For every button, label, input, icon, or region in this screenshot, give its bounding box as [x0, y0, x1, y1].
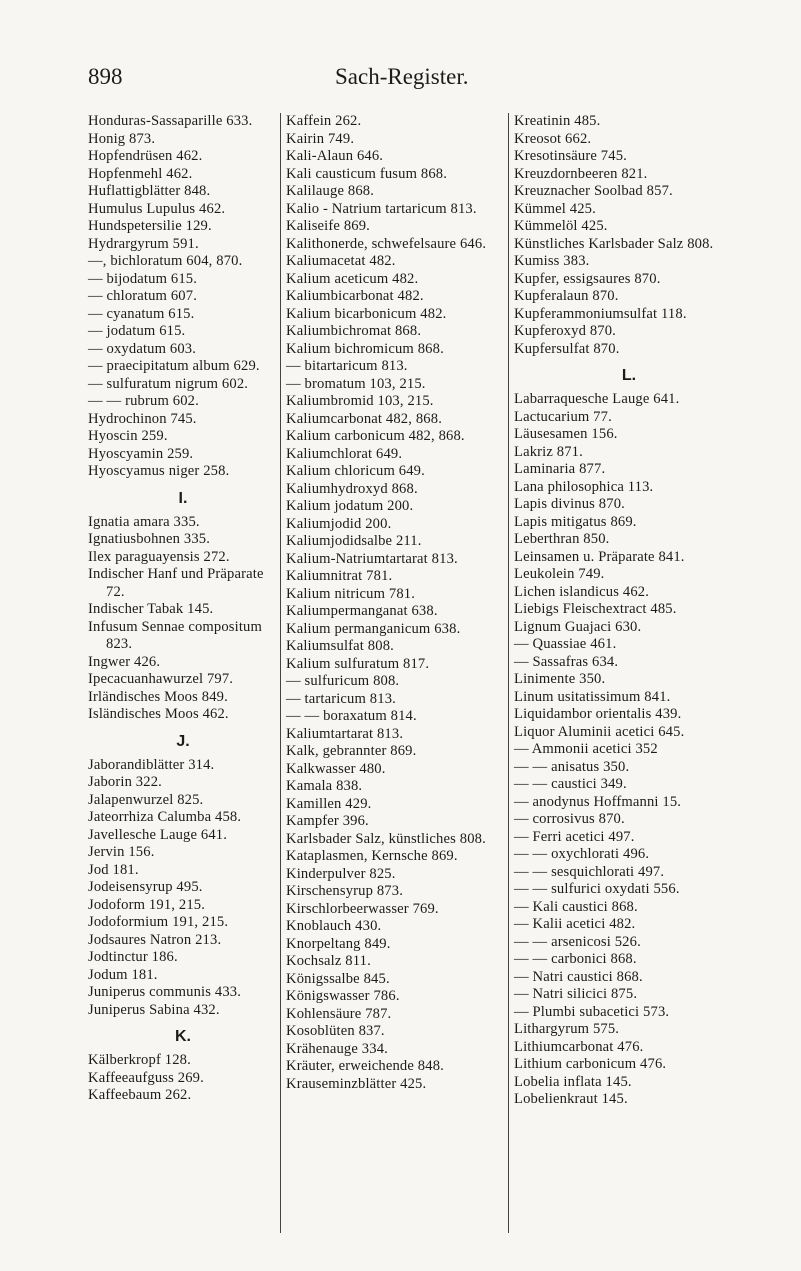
index-entry: Kamillen 429. — [286, 795, 372, 812]
index-entry: Lapis divinus 870. — [514, 496, 625, 512]
index-entry: Indischer Hanf und Präparate 72. — [88, 566, 264, 600]
index-entry: Lakriz 871. — [514, 443, 583, 460]
index-entry: Kupfer, essigsaures 870. — [514, 270, 661, 287]
index-entry: Lichen islandicus 462. — [514, 583, 650, 600]
index-entry: Krauseminzblätter 425. — [286, 1075, 427, 1092]
index-entry: — anodynus Hoffmanni 15. — [514, 793, 682, 810]
index-entry: Kaliumnitrat 781. — [286, 568, 393, 584]
index-entry: Kalilauge 868. — [286, 183, 375, 199]
index-entry: Jod 181. — [88, 861, 139, 878]
index-entry: — sulfuricum 808. — [286, 673, 400, 689]
section-letter-heading: I. — [178, 489, 188, 507]
index-entry: Kalium carbonicum 482, 868. — [286, 428, 465, 444]
index-entry: Kaffein 262. — [286, 113, 362, 129]
index-entry: — — sulfurici oxydati 556. — [514, 881, 680, 897]
index-entry: Kaliumpermanganat 638. — [286, 603, 438, 619]
index-entry: — Kali caustici 868. — [514, 898, 638, 915]
index-entry: Juniperus communis 433. — [88, 984, 242, 1000]
index-entry: — chloratum 607. — [88, 288, 197, 304]
index-entry: — — sesquichlorati 497. — [514, 863, 665, 880]
index-entry: Huflattigblätter 848. — [88, 183, 211, 199]
index-entry: Kresotinsäure 745. — [514, 148, 627, 164]
index-entry: Jodoform 191, 215. — [88, 896, 206, 913]
index-entry: — — carbonici 868. — [514, 951, 637, 967]
index-entry: — Kalii acetici 482. — [514, 916, 636, 932]
index-entry: Lithargyrum 575. — [514, 1021, 620, 1037]
index-entry: Hopfenmehl 462. — [88, 165, 193, 182]
index-entry: Leukolein 749. — [514, 566, 605, 582]
index-entry: Lithium carbonicum 476. — [514, 1056, 667, 1072]
index-entry: —, bichloratum 604, 870. — [88, 253, 243, 269]
index-entry: Kaliumchlorat 649. — [286, 445, 403, 462]
index-entry: Kreuznacher Soolbad 857. — [514, 183, 673, 199]
index-entry: Kochsalz 811. — [286, 953, 371, 969]
index-entry: Linimente 350. — [514, 671, 606, 687]
index-entry: Kalium bicarbonicum 482. — [286, 305, 447, 322]
index-entry: Infusum Sennae compositum 823. — [88, 618, 262, 652]
index-entry: — jodatum 615. — [88, 323, 186, 339]
section-letter-heading: J. — [176, 732, 190, 750]
index-entry: Lithiumcarbonat 476. — [514, 1038, 644, 1055]
index-entry: Javellesche Lauge 641. — [88, 826, 228, 843]
index-entry: Kaliseife 869. — [286, 218, 370, 234]
index-entry: Kaliumjodid 200. — [286, 515, 392, 532]
index-entry: Isländisches Moos 462. — [88, 706, 229, 722]
index-entry: Kinderpulver 825. — [286, 865, 396, 882]
index-entry: — Natri caustici 868. — [514, 968, 643, 985]
index-entry: Kaliumbromid 103, 215. — [286, 393, 434, 409]
index-entry: Juniperus Sabina 432. — [88, 1001, 220, 1018]
index-entry: Kälberkropf 128. — [88, 1052, 191, 1068]
index-entry: Kaliumtartarat 813. — [286, 725, 404, 742]
index-entry: Humulus Lupulus 462. — [88, 200, 226, 217]
index-entry: Kohlensäure 787. — [286, 1005, 392, 1022]
index-entry: — Sassafras 634. — [514, 653, 619, 670]
index-entry: Laminaria 877. — [514, 461, 606, 477]
index-entry: Kupferoxyd 870. — [514, 323, 616, 339]
index-entry: Jodsaures Natron 213. — [88, 931, 222, 948]
index-entry: Krähenauge 334. — [286, 1040, 388, 1057]
index-entry: Kaliumbicarbonat 482. — [286, 288, 424, 304]
index-entry: Hyoscyamin 259. — [88, 445, 194, 462]
index-entry: Kaliumbichromat 868. — [286, 323, 422, 339]
index-entry: Jodum 181. — [88, 966, 158, 983]
index-entry: Kamala 838. — [286, 778, 363, 794]
page-header — [0, 64, 801, 94]
index-entry: Hundspetersilie 129. — [88, 218, 212, 234]
index-entry: — — caustici 349. — [514, 776, 627, 792]
index-entry: Kumiss 383. — [514, 253, 590, 269]
index-entry: Kampfer 396. — [286, 813, 369, 829]
index-entry: Liquidambor orientalis 439. — [514, 706, 682, 722]
column-divider — [280, 113, 281, 1233]
index-entry: Kalio - Natrium tartaricum 813. — [286, 200, 477, 217]
index-entry: Knorpeltang 849. — [286, 935, 391, 952]
index-entry: Kalk, gebrannter 869. — [286, 743, 417, 759]
index-entry: Lapis mitigatus 869. — [514, 513, 637, 530]
index-entry: Ignatiusbohnen 335. — [88, 531, 211, 547]
index-entry: — tartaricum 813. — [286, 690, 396, 707]
index-entry: — — anisatus 350. — [514, 758, 630, 775]
index-entry: Linum usitatissimum 841. — [514, 688, 671, 705]
index-entry: — bitartaricum 813. — [286, 358, 408, 374]
index-entry: — Ammonii acetici 352 — [514, 741, 658, 757]
index-entry: Liquor Aluminii acetici 645. — [514, 723, 685, 740]
index-entry: Hyoscyamus niger 258. — [88, 463, 230, 479]
index-entry: Kaliumacetat 482. — [286, 253, 396, 269]
index-entry: Indischer Tabak 145. — [88, 601, 214, 617]
index-entry: Kalium-Natriumtartarat 813. — [286, 550, 458, 567]
index-column-2 — [286, 113, 506, 1093]
index-entry: — — arsenicosi 526. — [514, 933, 641, 950]
index-entry: — — oxychlorati 496. — [514, 846, 650, 862]
index-entry: Lignum Guajaci 630. — [514, 618, 642, 635]
index-entry: Kaffeeaufguss 269. — [88, 1069, 204, 1086]
index-entry: Lana philosophica 113. — [514, 478, 654, 495]
index-entry: Kalium jodatum 200. — [286, 498, 414, 514]
index-entry: Kümmel 425. — [514, 200, 596, 217]
index-entry: Kreatinin 485. — [514, 113, 601, 129]
index-entry: Kalium aceticum 482. — [286, 270, 419, 287]
index-entry: Kalium bichromicum 868. — [286, 340, 444, 357]
index-entry: Kirschlorbeerwasser 769. — [286, 900, 439, 917]
index-entry: Jalapenwurzel 825. — [88, 791, 204, 808]
index-entry: — sulfuratum nigrum 602. — [88, 375, 249, 392]
index-entry: Jaborandiblätter 314. — [88, 756, 215, 773]
index-entry: Kaliumjodidsalbe 211. — [286, 533, 422, 549]
index-entry: — praecipitatum album 629. — [88, 358, 260, 374]
index-entry: Honig 873. — [88, 130, 156, 147]
index-entry: Jaborin 322. — [88, 774, 162, 790]
index-entry: Läusesamen 156. — [514, 426, 618, 442]
index-entry: — corrosivus 870. — [514, 811, 625, 827]
index-entry: Kreuzdornbeeren 821. — [514, 165, 648, 182]
index-entry: Ingwer 426. — [88, 653, 161, 670]
index-entry: Ilex paraguayensis 272. — [88, 548, 230, 565]
index-entry: Kalium nitricum 781. — [286, 585, 416, 602]
index-entry: Kaliumsulfat 808. — [286, 638, 394, 654]
index-entry: Karlsbader Salz, künstliches 808. — [286, 830, 486, 847]
index-entry: Jodtinctur 186. — [88, 949, 178, 965]
index-entry: — cyanatum 615. — [88, 305, 195, 322]
index-entry: Kataplasmen, Kernsche 869. — [286, 848, 458, 864]
running-title: Sach-Register. — [335, 64, 469, 89]
index-entry: Ipecacuanhawurzel 797. — [88, 671, 234, 687]
index-entry: Kali causticum fusum 868. — [286, 165, 448, 182]
index-entry: — Ferri acetici 497. — [514, 828, 635, 845]
index-entry: Königssalbe 845. — [286, 970, 390, 987]
index-entry: Irländisches Moos 849. — [88, 688, 228, 705]
index-entry: — Plumbi subacetici 573. — [514, 1003, 670, 1020]
index-entry: Jervin 156. — [88, 844, 155, 860]
index-entry: Hydrochinon 745. — [88, 410, 197, 427]
index-entry: Leinsamen u. Präparate 841. — [514, 548, 685, 565]
index-entry: Lobelienkraut 145. — [514, 1091, 628, 1107]
index-entry: — Natri silicici 875. — [514, 986, 638, 1002]
index-entry: Künstliches Karlsbader Salz 808. — [514, 235, 714, 252]
index-entry: Kosoblüten 837. — [286, 1023, 385, 1039]
index-entry: Kirschensyrup 873. — [286, 883, 403, 899]
index-entry: Leberthran 850. — [514, 531, 610, 547]
index-entry: Kalium chloricum 649. — [286, 463, 425, 479]
index-entry: Kali-Alaun 646. — [286, 148, 384, 164]
index-column-3 — [514, 113, 744, 1109]
index-entry: Kairin 749. — [286, 130, 355, 147]
index-entry: Kaliumcarbonat 482, 868. — [286, 410, 442, 427]
index-entry: Kaliumhydroxyd 868. — [286, 480, 418, 497]
index-entry: Kupferammoniumsulfat 118. — [514, 305, 687, 322]
index-entry: — Quassiae 461. — [514, 636, 617, 652]
index-entry: — — boraxatum 814. — [286, 708, 417, 724]
index-entry: Kaffeebaum 262. — [88, 1087, 192, 1103]
index-entry: Jodoformium 191, 215. — [88, 914, 229, 930]
index-entry: Kupfersulfat 870. — [514, 340, 620, 357]
index-entry: Kalium sulfuratum 817. — [286, 655, 430, 672]
index-entry: Jodeisensyrup 495. — [88, 879, 203, 895]
index-entry: — bromatum 103, 215. — [286, 375, 426, 392]
index-entry: Hopfendrüsen 462. — [88, 148, 203, 164]
page-number: 898 — [88, 64, 123, 89]
index-entry: Kupferalaun 870. — [514, 288, 619, 304]
index-entry: Kreosot 662. — [514, 130, 592, 147]
index-entry: Kräuter, erweichende 848. — [286, 1058, 444, 1074]
index-entry: Labarraquesche Lauge 641. — [514, 391, 680, 407]
index-entry: Knoblauch 430. — [286, 918, 382, 934]
index-entry: Kalithonerde, schwefelsaure 646. — [286, 235, 487, 252]
index-entry: Honduras-Sassaparille 633. — [88, 113, 253, 129]
index-entry: Hydrargyrum 591. — [88, 235, 199, 252]
index-column-1 — [88, 113, 278, 1105]
index-entry: Kalkwasser 480. — [286, 760, 386, 777]
index-entry: Jateorrhiza Calumba 458. — [88, 809, 242, 825]
index-entry: — — rubrum 602. — [88, 393, 199, 409]
index-entry: Kalium permanganicum 638. — [286, 620, 461, 637]
column-divider — [508, 113, 509, 1233]
index-entry: Hyoscin 259. — [88, 428, 168, 444]
index-entry: Königswasser 786. — [286, 988, 400, 1004]
index-entry: Lactucarium 77. — [514, 408, 612, 425]
section-letter-heading: L. — [621, 367, 637, 384]
index-entry: Ignatia amara 335. — [88, 513, 200, 530]
index-entry: Kümmelöl 425. — [514, 218, 608, 234]
index-entry: — oxydatum 603. — [88, 340, 197, 357]
index-entry: — bijodatum 615. — [88, 270, 198, 287]
index-entry: Liebigs Fleischextract 485. — [514, 601, 677, 617]
index-entry: Lobelia inflata 145. — [514, 1073, 632, 1090]
section-letter-heading: K. — [175, 1028, 191, 1045]
